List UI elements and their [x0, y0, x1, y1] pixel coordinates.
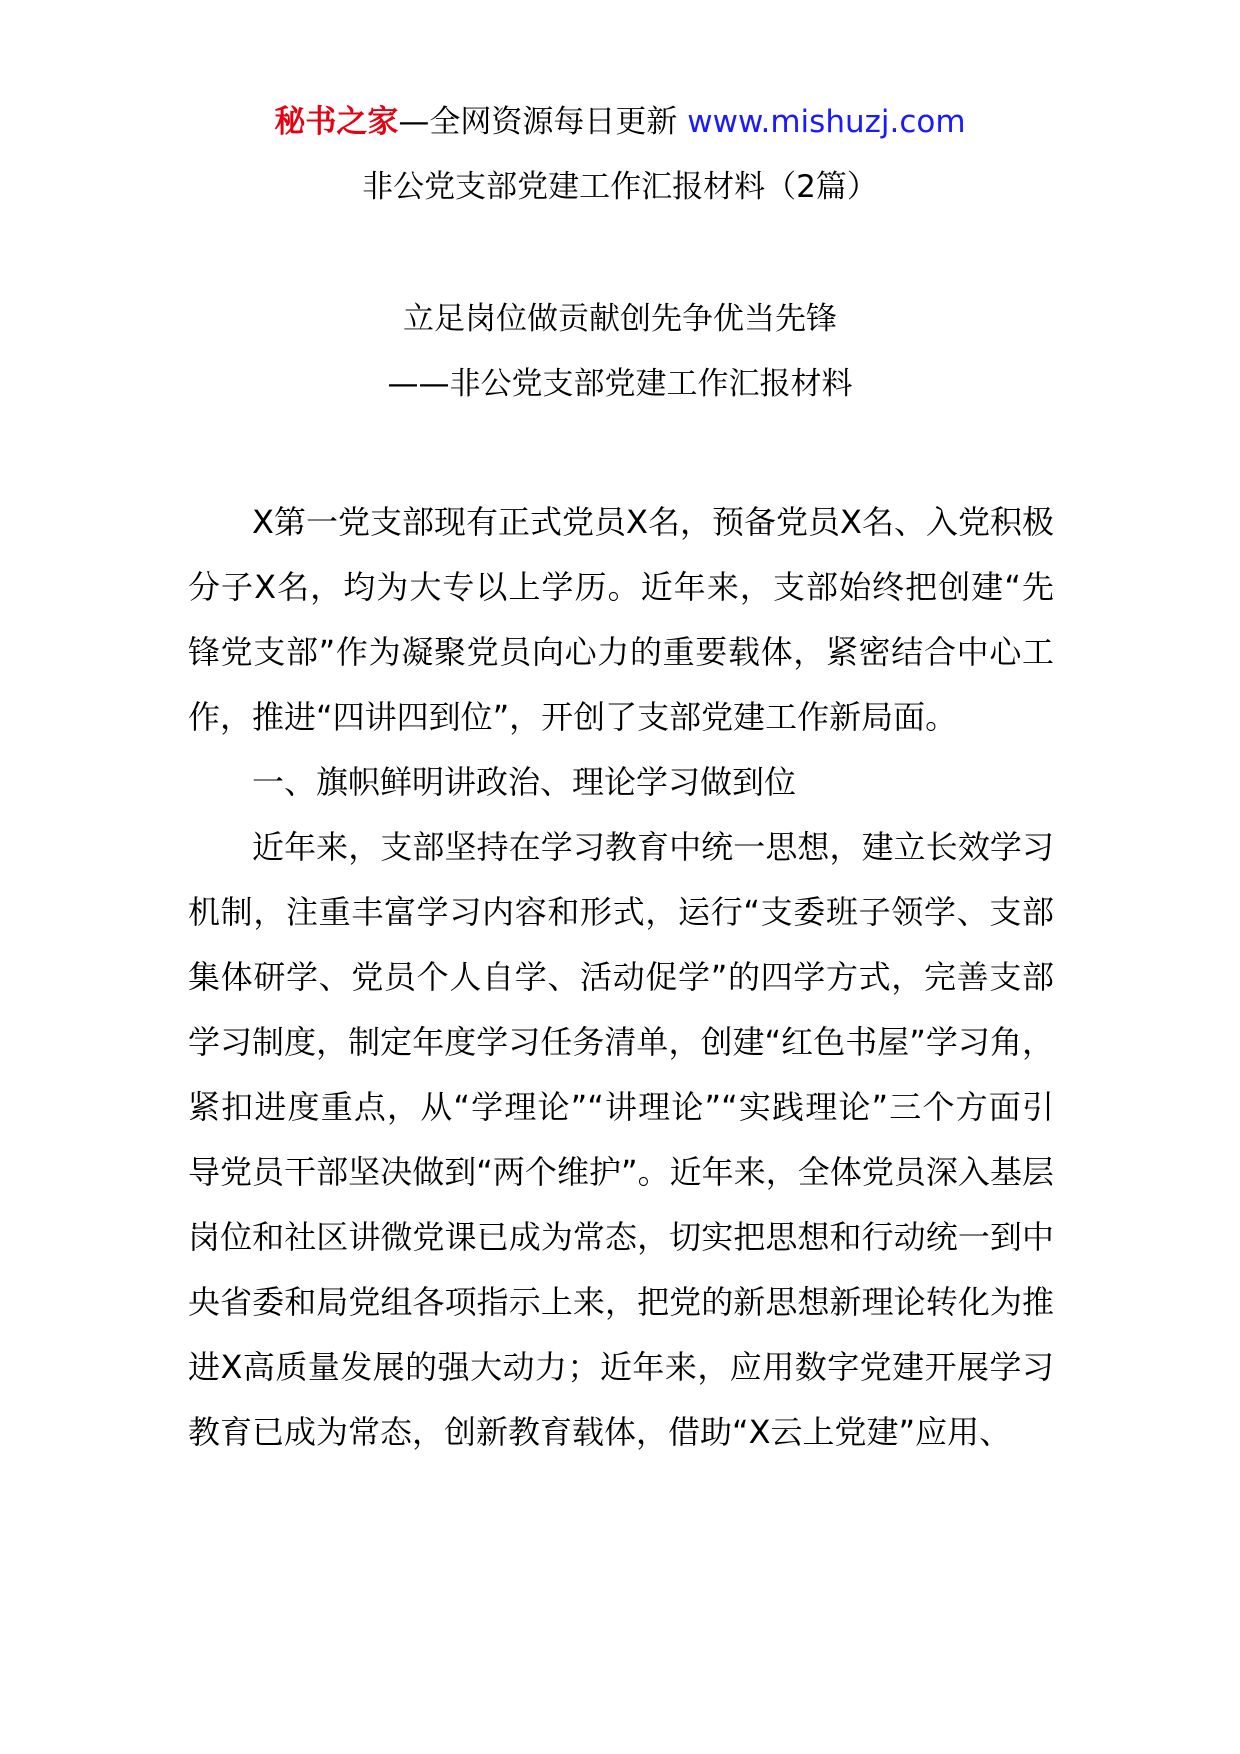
site-url-link[interactable]: www.mishuzj.com — [687, 104, 966, 140]
site-header — [0, 100, 1240, 144]
section-title: 立足岗位做贡献创先争优当先锋 — [403, 301, 837, 337]
section-subtitle: ——非公党支部党建工作汇报材料 — [387, 366, 853, 402]
body-paragraph: 近年来，支部坚持在学习教育中统一思想，建立长效学习机制，注重丰富学习内容和形式，运行“支委班子领学、支部集体研学、党员个人自学、活动促学”的四学方式，完善支部学习制度，制定年度学习任务清单，创建“红色书屋”学习角，紧扣进度重点，从“学理论”“讲理论”“实践理论”三个方面引导党员干部坚决做到“两个维护”。近年来，全体党员深入基层岗位和社区讲微党课已成为常态，切实把思想和行动统一到中央省委和局党组各项指示上来，把党的新思想新理论转化为推进X高质量发展的强大动力；近年来，应用数字党建开展学习教育已成为常态，创新教育载体，借助“X云上党建”应用、 — [188, 828, 1054, 1451]
section-heading: 一、旗帜鲜明讲政治、理论学习做到位 — [252, 763, 797, 801]
intro-paragraph: X第一党支部现有正式党员X名，预备党员X名、入党积极分子X名，均为大专以上学历。近年来，支部始终把创建“先锋党支部”作为凝聚党员向心力的重要载体，紧密结合中心工作，推进“四讲四到位”，开创了支部党建工作新局面。 — [188, 503, 1054, 736]
document-title: 非公党支部党建工作汇报材料（2篇） — [362, 169, 878, 205]
site-name: 秘书之家 — [274, 104, 399, 140]
site-slogan: —全网资源每日更新 — [398, 104, 678, 140]
document-body — [188, 490, 1054, 1465]
